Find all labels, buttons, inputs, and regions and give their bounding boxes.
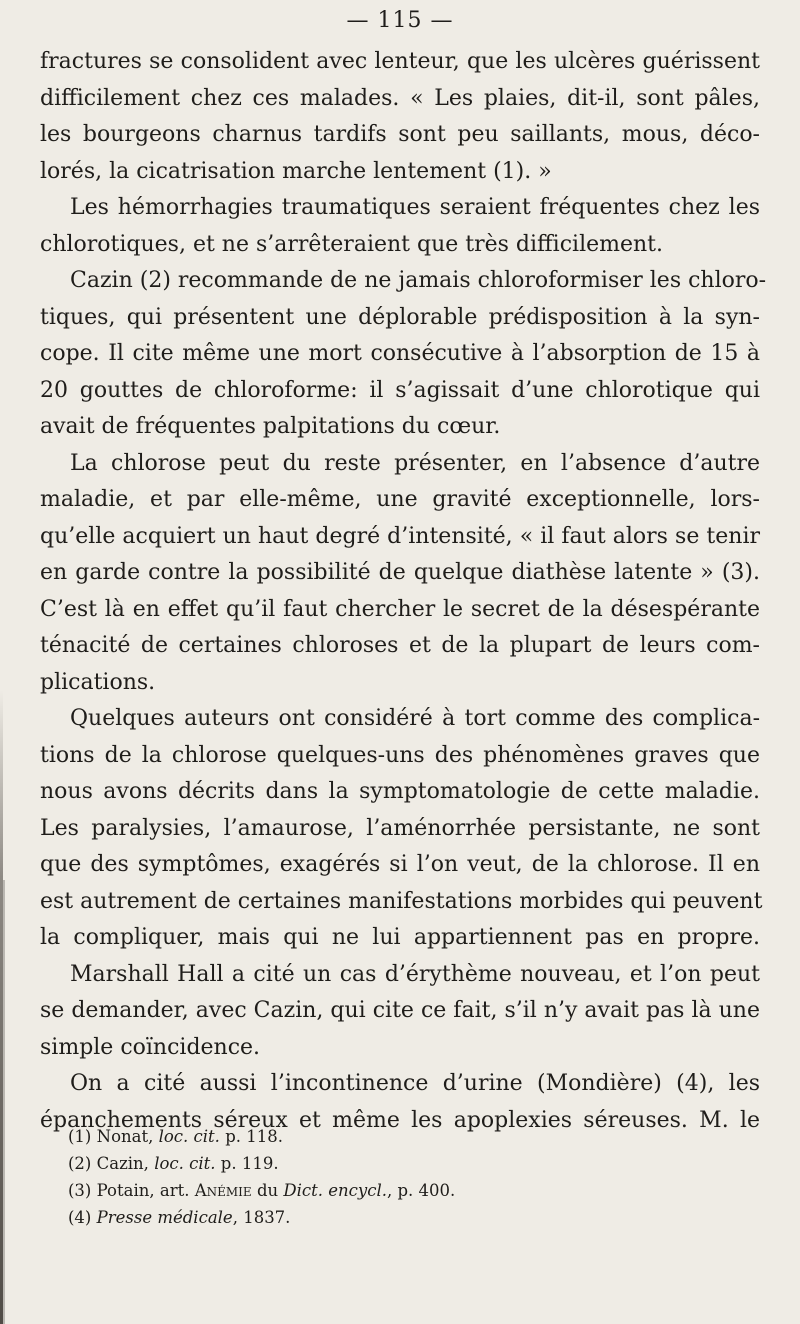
text-line: Les paralysies, l’amaurose, l’aménorrhée persistante, ne sont [40, 815, 760, 841]
text-line: C’est là en effet qu’il faut chercher le secret de la désespérante [40, 596, 760, 622]
page-number: — 115 — [346, 8, 454, 33]
text-line: ténacité de certaines chloroses et de la plupart de leurs com- [40, 633, 760, 658]
text-line: Marshall Hall a cité un cas d’érythème nouveau, et l’on peut [70, 961, 760, 987]
text-line: que des symptômes, exagérés si l’on veut, de la chlorose. Il en [40, 852, 760, 877]
text-line: fractures se consolident avec lenteur, que les ulcères guérissent [40, 49, 760, 74]
text-line: épanchements séreux et même les apoplexies séreuses. M. le [40, 1107, 760, 1133]
text-line: la compliquer, mais qui ne lui appartiennent pas en propre. [40, 925, 760, 950]
text-line: maladie, et par elle-même, une gravité exceptionnelle, lors- [40, 487, 760, 512]
footnote: (3) Potain, art. Anémie du Dict. encycl., p. 400. [68, 1181, 456, 1200]
text-line: cope. Il cite même une mort consécutive à l’absorption de 15 à [40, 341, 760, 366]
main-text [40, 44, 767, 1139]
text-line: lorés, la cicatrisation marche lentement (1). » [40, 158, 552, 184]
text-line: 20 gouttes de chloroforme: il s’agissait d’une chlorotique qui [40, 377, 760, 403]
footnote: (4) Presse médicale, 1837. [68, 1208, 291, 1227]
text-line: est autrement de certaines manifestations morbides qui peuvent [40, 888, 763, 914]
text-line: tiques, qui présentent une déplorable prédisposition à la syn- [40, 304, 760, 330]
text-line: nous avons décrits dans la symptomatologie de cette maladie. [40, 779, 760, 804]
text-line: La chlorose peut du reste présenter, en l’absence d’autre [70, 450, 760, 476]
text-line: Quelques auteurs ont considéré à tort comme des complica- [70, 706, 760, 731]
text-line: Cazin (2) recommande de ne jamais chloroformiser les chloro- [70, 268, 767, 293]
text-line: qu’elle acquiert un haut degré d’intensité, « il faut alors se tenir [40, 523, 760, 549]
text-line: tions de la chlorose quelques-uns des phénomènes graves que [40, 742, 760, 768]
footnotes [68, 1123, 758, 1231]
footnote: (2) Cazin, loc. cit. p. 119. [68, 1154, 279, 1173]
text-line: On a cité aussi l’incontinence d’urine (Mondière) (4), les [70, 1071, 760, 1096]
text-line: les bourgeons charnus tardifs sont peu saillants, mous, déco- [40, 122, 760, 147]
text-line: en garde contre la possibilité de quelque diathèse latente » (3). [40, 560, 760, 585]
text-line: se demander, avec Cazin, qui cite ce fait, s’il n’y avait pas là une [40, 998, 760, 1023]
text-line: avait de fréquentes palpitations du cœur. [40, 414, 501, 439]
page-edge-shadow-inner [3, 880, 5, 1324]
text-line: difficilement chez ces malades. « Les plaies, dit-il, sont pâles, [40, 85, 760, 111]
footnote: (1) Nonat, loc. cit. p. 118. [68, 1127, 283, 1146]
text-line: Les hémorrhagies traumatiques seraient fréquentes chez les [70, 195, 760, 220]
text-line: simple coïncidence. [40, 1034, 261, 1060]
text-line: chlorotiques, et ne s’arrêteraient que très difficilement. [40, 231, 664, 257]
text-line: plications. [40, 669, 156, 695]
